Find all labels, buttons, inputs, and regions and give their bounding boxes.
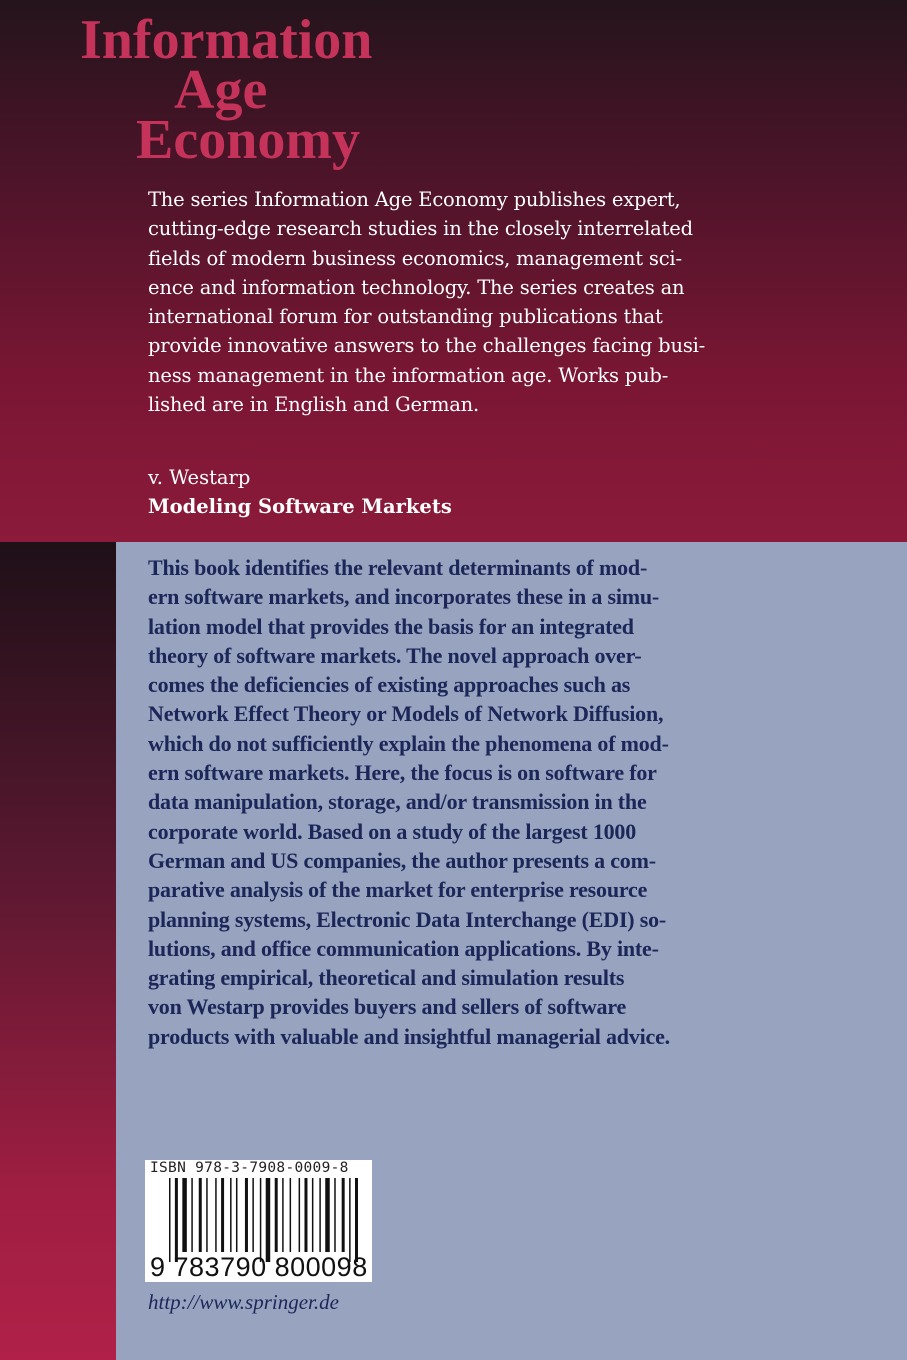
left-cover-strip bbox=[0, 542, 116, 1360]
barcode-bar bbox=[236, 1178, 238, 1252]
barcode-bar bbox=[199, 1178, 202, 1252]
text-line: comes the deficiencies of existing approaches such as bbox=[148, 672, 631, 698]
barcode-bar bbox=[334, 1178, 336, 1252]
barcode-bar bbox=[191, 1178, 193, 1252]
isbn-barcode bbox=[145, 1160, 372, 1282]
text-line: corporate world. Based on a study of the largest 1000 bbox=[148, 818, 637, 844]
barcode-bar bbox=[319, 1178, 321, 1252]
barcode-bar bbox=[175, 1178, 178, 1262]
text-line: ern software markets. Here, the focus is on software for bbox=[148, 760, 657, 786]
barcode-bar bbox=[182, 1178, 187, 1252]
barcode-bar bbox=[266, 1178, 271, 1262]
barcode-bar bbox=[282, 1178, 284, 1252]
text-line: international forum for outstanding publications that bbox=[148, 305, 663, 329]
barcode-bar bbox=[215, 1178, 217, 1252]
text-line: lation model that provides the basis for an integrated bbox=[148, 613, 634, 639]
series-description bbox=[148, 185, 705, 419]
barcode-bar bbox=[275, 1178, 278, 1252]
barcode-bar bbox=[206, 1178, 208, 1252]
text-line: cutting-edge research studies in the closely interrelated bbox=[148, 217, 693, 241]
text-line: fields of modern business economics, management sci- bbox=[148, 246, 682, 270]
text-line: lished are in English and German. bbox=[148, 393, 480, 417]
barcode-bar bbox=[169, 1178, 171, 1262]
text-line: which do not sufficiently explain the phenomena of mod- bbox=[148, 730, 669, 756]
barcode-bar bbox=[304, 1178, 307, 1252]
barcode-bar bbox=[230, 1178, 232, 1252]
book-description bbox=[148, 553, 670, 1051]
barcode-bar bbox=[260, 1178, 262, 1262]
barcode-digits: 9 783790 800098 bbox=[150, 1252, 368, 1282]
text-line: theory of software markets. The novel approach over- bbox=[148, 642, 642, 668]
text-line: The series Information Age Economy publishes expert, bbox=[148, 188, 681, 211]
text-line: parative analysis of the market for enterprise resource bbox=[148, 877, 648, 903]
text-line: lutions, and office communication applications. By inte- bbox=[148, 935, 659, 961]
text-line: planning systems, Electronic Data Interchange (EDI) so- bbox=[148, 906, 667, 932]
text-line: Network Effect Theory or Models of Network Diffusion, bbox=[148, 701, 664, 727]
series-title-line-3: Economy bbox=[136, 109, 360, 171]
barcode-bar bbox=[252, 1178, 254, 1252]
text-line: ness management in the information age. Works pub- bbox=[148, 363, 669, 387]
text-line: ence and information technology. The series creates an bbox=[148, 275, 685, 299]
barcode-bars bbox=[169, 1178, 359, 1262]
text-line: products with valuable and insightful managerial advice. bbox=[148, 1023, 670, 1049]
barcode-bar bbox=[342, 1178, 345, 1252]
text-line: ern software markets, and incorporates these in a simu- bbox=[148, 584, 660, 610]
text-line: German and US companies, the author presents a com- bbox=[148, 847, 656, 873]
series-title-line-2: Age bbox=[174, 59, 268, 121]
book-title: Modeling Software Markets bbox=[148, 495, 452, 518]
text-line: von Westarp provides buyers and sellers of software bbox=[148, 994, 627, 1020]
isbn-text: ISBN 978-3-7908-0009-8 bbox=[150, 1160, 349, 1176]
series-title-line-1: Information bbox=[80, 9, 373, 71]
barcode-bar bbox=[221, 1178, 224, 1252]
barcode-bar bbox=[245, 1178, 248, 1252]
text-line: provide innovative answers to the challenges facing busi- bbox=[148, 334, 706, 358]
barcode-bar bbox=[299, 1178, 301, 1252]
publisher-url[interactable]: http://www.springer.de bbox=[148, 1290, 339, 1314]
barcode-bar bbox=[325, 1178, 330, 1252]
barcode-bar bbox=[349, 1178, 351, 1262]
barcode-bar bbox=[312, 1178, 314, 1252]
barcode-bar bbox=[290, 1178, 292, 1252]
author: v. Westarp bbox=[148, 466, 251, 489]
text-line: This book identifies the relevant determinants of mod- bbox=[148, 555, 648, 580]
barcode-bar bbox=[355, 1178, 358, 1262]
text-line: grating empirical, theoretical and simulation results bbox=[148, 965, 625, 991]
text-line: data manipulation, storage, and/or transmission in the bbox=[148, 789, 647, 815]
